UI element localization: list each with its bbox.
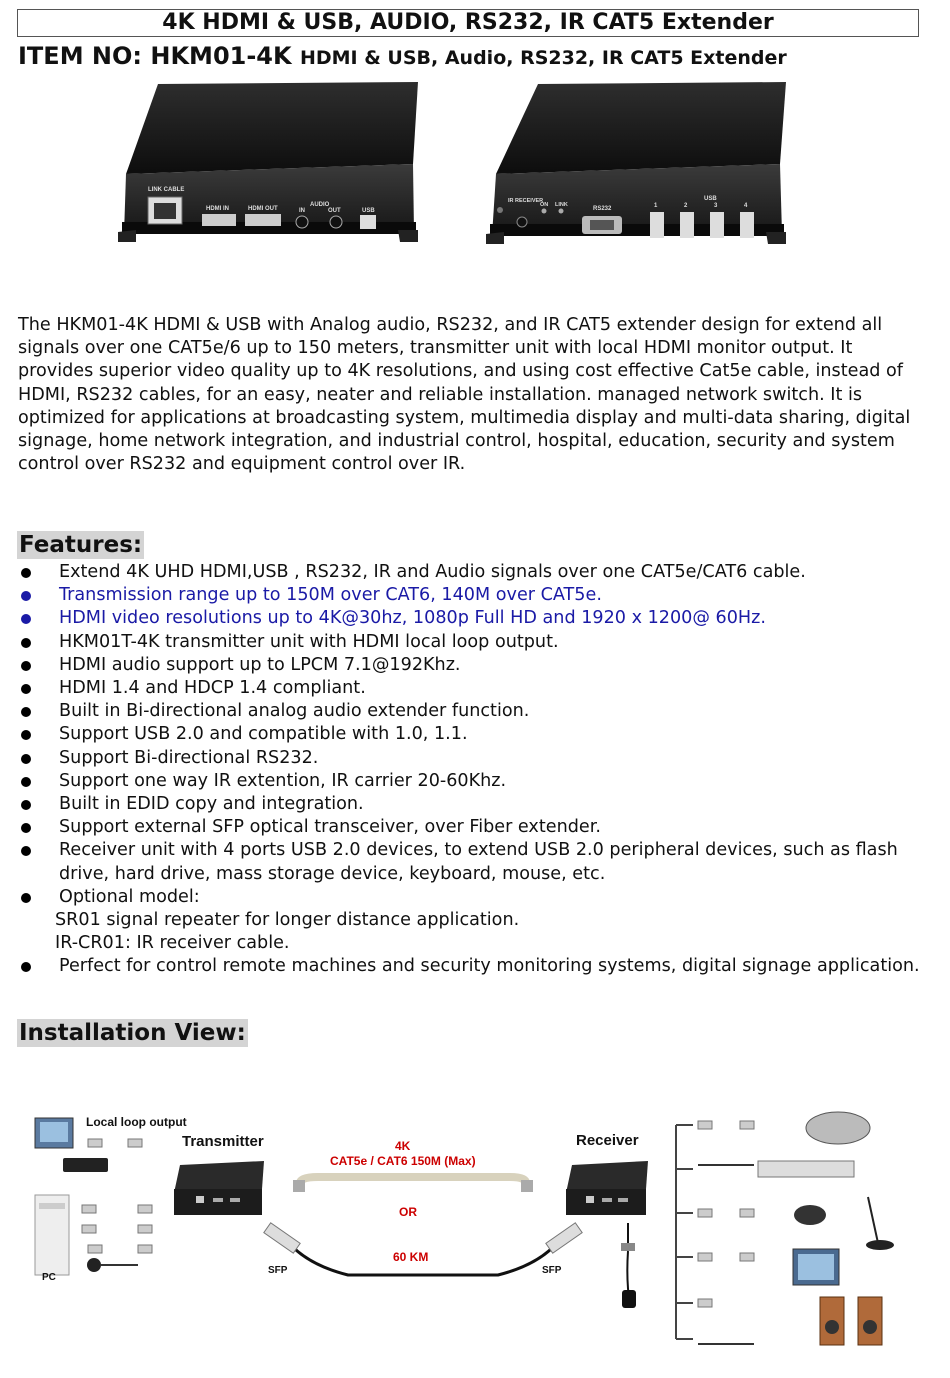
- list-item: Perfect for control remote machines and security monitoring systems, digital signage application.: [18, 955, 933, 978]
- installation-heading: Installation View:: [19, 1020, 246, 1046]
- cable-spec-label: CAT5e / CAT6 150M (Max): [330, 1154, 476, 1168]
- bullet-icon: [21, 754, 31, 764]
- bullet-icon: [21, 684, 31, 694]
- tx-audio-label: AUDIO: [310, 202, 330, 208]
- rx-usb-port-3: 3: [714, 203, 718, 209]
- sfp-right-label: SFP: [542, 1265, 562, 1276]
- transmitter-unit-icon: [174, 1161, 264, 1193]
- installation-diagram: [18, 1085, 930, 1375]
- sfp-module-icon: [264, 1223, 300, 1253]
- rx-ir-receiver-label: IR RECEIVER: [508, 198, 544, 204]
- rx-rs232-label: RS232: [593, 206, 612, 212]
- bullet-icon: [21, 846, 31, 856]
- local-loop-label: Local loop output: [86, 1115, 187, 1129]
- tx-usb-label: USB: [362, 208, 375, 214]
- output-cable-icons: [698, 1121, 754, 1307]
- rx-usb-port-2: 2: [684, 203, 688, 209]
- bullet-icon: [21, 707, 31, 717]
- list-item: Support Bi-directional RS232.: [18, 747, 933, 770]
- rx-usb-port-4: 4: [744, 203, 748, 209]
- tx-audio-in-label: IN: [299, 208, 305, 214]
- bullet-icon: [21, 614, 31, 624]
- media-player-icon: [63, 1158, 108, 1172]
- list-item: HDMI 1.4 and HDCP 1.4 compliant.: [18, 677, 933, 700]
- source-cable-icons: [82, 1139, 152, 1253]
- list-item: Optional model: SR01 signal repeater for longer distance application. IR-CR01: IR receiver cable.: [18, 886, 933, 956]
- cable-4k-label: 4K: [395, 1139, 411, 1153]
- keyboard-icon: [758, 1161, 854, 1177]
- list-item: Built in Bi-directional analog audio extender function.: [18, 700, 933, 723]
- list-item: Built in EDID copy and integration.: [18, 793, 933, 816]
- features-list: [18, 561, 933, 979]
- bullet-icon: [21, 777, 31, 787]
- pc-label: PC: [42, 1272, 56, 1283]
- bullet-icon: [21, 568, 31, 578]
- transmitter-photo: [118, 82, 420, 274]
- list-item: HKM01T-4K transmitter unit with HDMI local loop output.: [18, 631, 933, 654]
- receiver-label: Receiver: [576, 1132, 639, 1149]
- list-item: HDMI audio support up to LPCM 7.1@192Khz.: [18, 654, 933, 677]
- projector-icon: [806, 1112, 870, 1144]
- sfp-module-icon: [546, 1223, 582, 1253]
- list-item: HDMI video resolutions up to 4K@30hz, 1080p Full HD and 1920 x 1200@ 60Hz.: [18, 607, 933, 630]
- bullet-icon: [21, 591, 31, 601]
- list-item: Support external SFP optical transceiver, over Fiber extender.: [18, 816, 933, 839]
- bullet-icon: [21, 800, 31, 810]
- list-item: Extend 4K UHD HDMI,USB , RS232, IR and Audio signals over one CAT5e/CAT6 cable.: [18, 561, 933, 584]
- bullet-icon: [21, 638, 31, 648]
- cat5-cable: [300, 1177, 526, 1185]
- transmitter-label: Transmitter: [182, 1133, 264, 1150]
- tx-hdmi-out-label: HDMI OUT: [248, 206, 278, 212]
- rx-usb-label: USB: [704, 196, 717, 202]
- list-item: Support USB 2.0 and compatible with 1.0, 1.1.: [18, 723, 933, 746]
- sfp-left-label: SFP: [268, 1265, 288, 1276]
- tx-link-cable-label: LINK CABLE: [148, 187, 185, 193]
- tx-audio-out-label: OUT: [328, 208, 341, 214]
- receiver-unit-icon: [566, 1161, 648, 1193]
- rx-on-label: ON: [540, 202, 549, 208]
- list-item: Transmission range up to 150M over CAT6, 140M over CAT5e.: [18, 584, 933, 607]
- or-label: OR: [399, 1205, 417, 1219]
- optional-model-item: IR-CR01: IR receiver cable.: [55, 933, 290, 954]
- bullet-icon: [21, 893, 31, 903]
- item-number: [18, 42, 787, 70]
- bullet-icon: [21, 661, 31, 671]
- list-item: Receiver unit with 4 ports USB 2.0 devices, to extend USB 2.0 peripheral devices, such as flash drive, hard drive, mass storage device, keyboard, mouse, etc.: [18, 839, 933, 885]
- item-number-subtitle: HDMI & USB, Audio, RS232, IR CAT5 Extender: [299, 47, 787, 69]
- optional-model-item: SR01 signal repeater for longer distance application.: [55, 910, 520, 931]
- bullet-icon: [21, 962, 31, 972]
- item-number-code: ITEM NO: HKM01-4K: [18, 42, 292, 70]
- fiber-distance-label: 60 KM: [393, 1250, 429, 1264]
- list-item: Support one way IR extention, IR carrier 20-60Khz.: [18, 770, 933, 793]
- features-heading: Features:: [19, 532, 143, 558]
- bullet-icon: [21, 823, 31, 833]
- rx-link-label: LINK: [555, 202, 568, 208]
- product-description: The HKM01-4K HDMI & USB with Analog audio, RS232, and IR CAT5 extender design for extend all signals over one CAT5e/6 up to 150 meters, transmitter unit with local HDMI monitor output. It provides superior video quality up to 4K resolutions, and using cost effective Cat5e cable, instead of HDMI, RS232 cables, for an easy, neater and reliable installation. managed network switch. It is optimized for applications at broadcasting system, multimedia display and multi-data sharing, digital signage, home network integration, and industrial control, hospital, education, security and system control over RS232 and equipment control over IR.: [18, 315, 911, 475]
- tx-hdmi-in-label: HDMI IN: [206, 206, 229, 212]
- ir-sensor-icon: [87, 1258, 101, 1272]
- microphone-icon: [868, 1197, 878, 1243]
- bullet-icon: [21, 730, 31, 740]
- rx-usb-port-1: 1: [654, 203, 658, 209]
- receiver-photo: [486, 82, 788, 274]
- mouse-icon: [794, 1205, 826, 1225]
- document-title: 4K HDMI & USB, AUDIO, RS232, IR CAT5 Extender: [17, 9, 919, 37]
